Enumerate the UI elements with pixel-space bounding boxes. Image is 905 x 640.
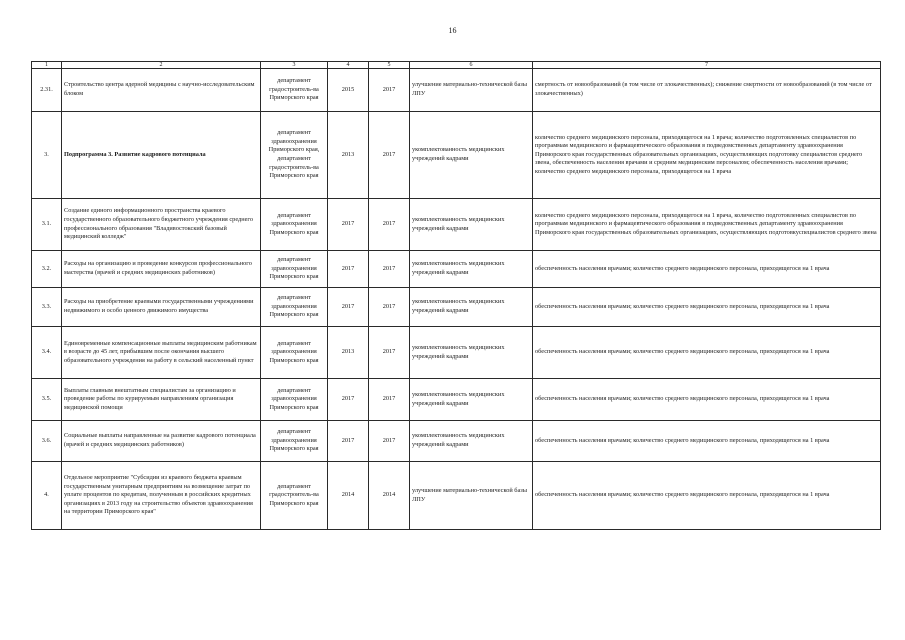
row-executor: департамент здравоохранения Приморского края, департамент градостроитель-ва Приморского края	[261, 112, 328, 199]
row-start-year: 2013	[328, 327, 369, 379]
row-indicators: обеспеченность населения врачами; количество среднего медицинского персонала, приходящегося на 1 врача	[533, 462, 881, 530]
header-cell: 4	[328, 62, 369, 69]
row-result: улучшение материально-технической базы ЛПУ	[410, 69, 533, 112]
row-name: Расходы на приобретение краевыми государственными учреждениями недвижимого и особо ценного движимого имущества	[62, 288, 261, 327]
row-end-year: 2017	[369, 69, 410, 112]
table-row	[32, 112, 881, 199]
row-name: Единовременные компенсационные выплаты медицинским работникам в возрасте до 45 лет, прибывшим после окончания высшего образовательного учреждения на работу в сельский населенный пункт	[62, 327, 261, 379]
row-number: 3.2.	[32, 251, 62, 288]
row-number: 2.31.	[32, 69, 62, 112]
row-name: Отдельное мероприятие "Субсидии из краевого бюджета краевым государственным унитарным предприятиям на возмещение затрат по уплате процентов по кредитам, полученным в российских кредитных организациях в 2013 году на строительство объектов здравоохранения на территории Приморского края"	[62, 462, 261, 530]
row-name: Социальные выплаты направленные на развитие кадрового потенциала (врачей и средних медицинских работников)	[62, 421, 261, 462]
table-row	[32, 288, 881, 327]
row-result: укомплектованность медицинских учреждений кадрами	[410, 379, 533, 421]
row-indicators: обеспеченность населения врачами; количество среднего медицинского персонала, приходящегося на 1 врача	[533, 379, 881, 421]
table-row	[32, 251, 881, 288]
row-executor: департамент здравоохранения Приморского края	[261, 251, 328, 288]
table-row	[32, 379, 881, 421]
row-executor: департамент здравоохранения Приморского края	[261, 288, 328, 327]
row-name: Строительство центра ядерной медицины с научно-исследовательским блоком	[62, 69, 261, 112]
row-executor: департамент здравоохранения Приморского края	[261, 379, 328, 421]
row-result: укомплектованность медицинских учреждений кадрами	[410, 421, 533, 462]
row-indicators: количество среднего медицинского персонала, приходящегося на 1 врача; количество подготовленных специалистов по программам медицинского и фармацевтического образования в подведомственных департаменту здравоохранения Приморского края государственных образовательных организациях, осуществляющих подготовку специалистов среднего звена, обеспеченность населения врачами и средним медицинским персоналом; обеспеченность населения врачами; количество среднего медицинского персонала, приходящегося на 1 врача	[533, 112, 881, 199]
row-end-year: 2017	[369, 327, 410, 379]
header-cell: 6	[410, 62, 533, 69]
row-start-year: 2017	[328, 288, 369, 327]
row-result: улучшение материально-технической базы ЛПУ	[410, 462, 533, 530]
row-end-year: 2017	[369, 379, 410, 421]
header-cell: 1	[32, 62, 62, 69]
row-number: 3.3.	[32, 288, 62, 327]
row-name: Выплаты главным внештатным специалистам за организацию и проведение работы по курируемым направлениям организация медицинской помощи	[62, 379, 261, 421]
header-cell: 3	[261, 62, 328, 69]
row-start-year: 2013	[328, 112, 369, 199]
row-result: укомплектованность медицинских учреждений кадрами	[410, 251, 533, 288]
row-indicators: смертность от новообразований (в том числе от злокачественных); снижение смертности от новообразований (в том числе от злокачественных)	[533, 69, 881, 112]
row-name: Подпрограмма 3. Развитие кадрового потенциала	[62, 112, 261, 199]
row-end-year: 2014	[369, 462, 410, 530]
header-cell: 2	[62, 62, 261, 69]
table-row	[32, 421, 881, 462]
table-row	[32, 69, 881, 112]
row-result: укомплектованность медицинских учреждений кадрами	[410, 112, 533, 199]
header-cell: 7	[533, 62, 881, 69]
row-indicators: обеспеченность населения врачами; количество среднего медицинского персонала, приходящегося на 1 врача	[533, 421, 881, 462]
row-indicators: обеспеченность населения врачами; количество среднего медицинского персонала, приходящегося на 1 врача	[533, 251, 881, 288]
row-start-year: 2017	[328, 379, 369, 421]
row-result: укомплектованность медицинских учреждений кадрами	[410, 288, 533, 327]
row-executor: департамент здравоохранения Приморского края	[261, 199, 328, 251]
row-number: 3.6.	[32, 421, 62, 462]
header-row	[32, 62, 881, 69]
table-row	[32, 327, 881, 379]
row-end-year: 2017	[369, 251, 410, 288]
row-start-year: 2015	[328, 69, 369, 112]
table-row	[32, 199, 881, 251]
row-executor: департамент градостроитель-ва Приморского края	[261, 462, 328, 530]
row-result: укомплектованность медицинских учреждений кадрами	[410, 199, 533, 251]
table-row	[32, 462, 881, 530]
program-table	[31, 61, 881, 530]
row-name: Создание единого информационного пространства краевого государственного образовательного бюджетного учреждения среднего профессионального образования "Владивостокский базовый медицинский колледж"	[62, 199, 261, 251]
row-indicators: обеспеченность населения врачами; количество среднего медицинского персонала, приходящегося на 1 врача	[533, 327, 881, 379]
row-number: 3.1.	[32, 199, 62, 251]
row-end-year: 2017	[369, 112, 410, 199]
row-end-year: 2017	[369, 288, 410, 327]
row-executor: департамент градостроитель-ва Приморского края	[261, 69, 328, 112]
row-name: Расходы на организацию и проведение конкурсов профессионального мастерства (врачей и средних медицинских работников)	[62, 251, 261, 288]
row-executor: департамент здравоохранения Приморского края	[261, 421, 328, 462]
row-number: 3.	[32, 112, 62, 199]
row-end-year: 2017	[369, 421, 410, 462]
row-start-year: 2014	[328, 462, 369, 530]
row-indicators: обеспеченность населения врачами; количество среднего медицинского персонала, приходящегося на 1 врача	[533, 288, 881, 327]
header-cell: 5	[369, 62, 410, 69]
row-number: 3.4.	[32, 327, 62, 379]
row-start-year: 2017	[328, 421, 369, 462]
row-start-year: 2017	[328, 251, 369, 288]
row-indicators: количество среднего медицинского персонала, приходящегося на 1 врача, количество подготовленных специалистов по программам медицинского и фармацевтического образования в подведомственных департаменту здравоохранения Приморского края государственных образовательных организациях, осуществляющих подготовкуспециалистов среднего звена	[533, 199, 881, 251]
row-start-year: 2017	[328, 199, 369, 251]
row-number: 4.	[32, 462, 62, 530]
row-executor: департамент здравоохранения Приморского края	[261, 327, 328, 379]
row-result: укомплектованность медицинских учреждений кадрами	[410, 327, 533, 379]
row-number: 3.5.	[32, 379, 62, 421]
page-number: 16	[448, 26, 457, 35]
row-end-year: 2017	[369, 199, 410, 251]
